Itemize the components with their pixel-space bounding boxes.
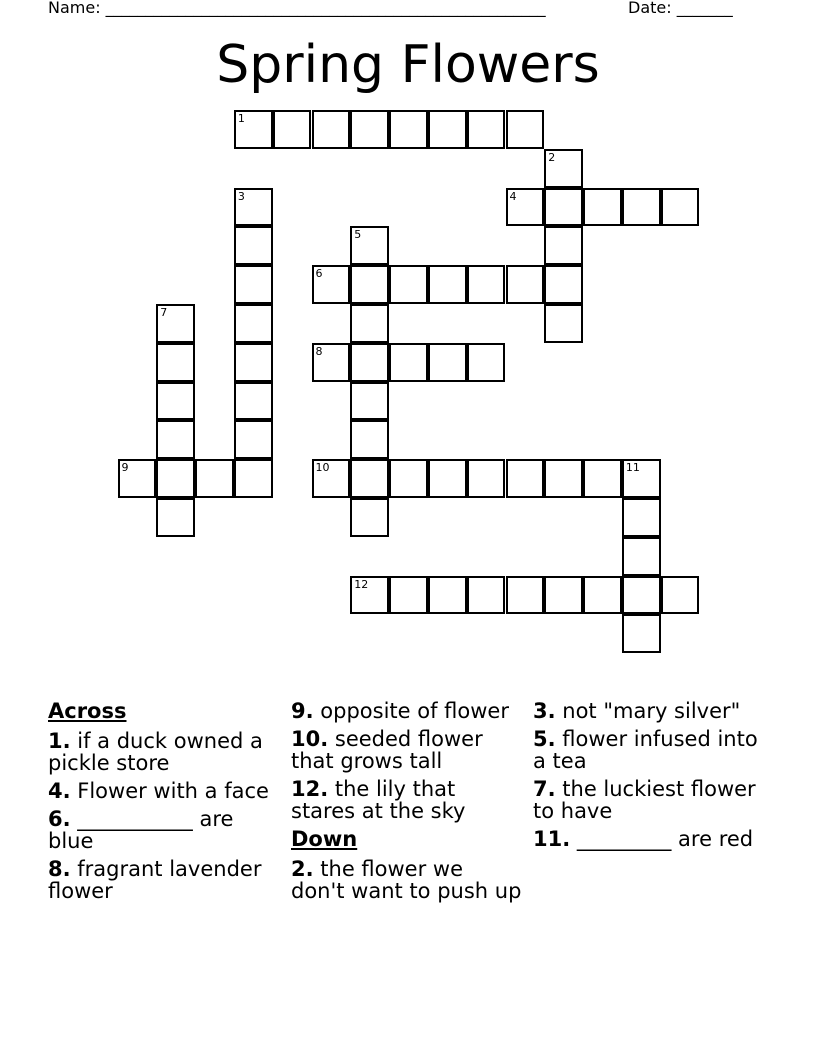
clue-number: 12 [354, 577, 369, 591]
grid-cell[interactable] [544, 304, 583, 343]
grid-cell[interactable] [234, 420, 273, 459]
clue-number: 8 [315, 344, 323, 358]
across-heading: Across [48, 699, 127, 723]
grid-cell[interactable] [544, 149, 583, 188]
grid-cell[interactable] [428, 459, 467, 498]
name-field-label: Name: _______________________________________________________ [48, 0, 546, 17]
grid-cell[interactable] [544, 265, 583, 304]
grid-cell[interactable] [467, 265, 506, 304]
grid-cell[interactable] [389, 576, 428, 615]
clue-number: 5 [354, 228, 362, 242]
clue-number: 3 [237, 189, 245, 203]
clue-across-12: 12. the lily that stares at the sky [291, 777, 466, 823]
puzzle-title: Spring Flowers [216, 35, 600, 95]
clue-down-11: 11. _________ are red [533, 827, 754, 851]
grid-cell[interactable] [234, 382, 273, 421]
grid-cell[interactable] [156, 498, 195, 537]
clue-column-2 [291, 700, 523, 908]
grid-cell[interactable] [312, 459, 351, 498]
clue-column-1 [48, 700, 280, 908]
grid-cell[interactable] [234, 226, 273, 265]
grid-cell[interactable] [234, 188, 273, 227]
grid-cell[interactable] [389, 459, 428, 498]
grid-cell[interactable] [622, 498, 661, 537]
grid-cell[interactable] [467, 343, 506, 382]
grid-cell[interactable] [622, 614, 661, 653]
grid-cell[interactable] [661, 576, 700, 615]
grid-cell[interactable] [350, 420, 389, 459]
grid-cell[interactable] [234, 265, 273, 304]
clue-down-5: 5. flower infused into a tea [533, 727, 758, 773]
grid-cell[interactable] [350, 498, 389, 537]
grid-cell[interactable] [350, 304, 389, 343]
grid-cell[interactable] [622, 188, 661, 227]
grid-cell[interactable] [622, 576, 661, 615]
grid-cell[interactable] [622, 459, 661, 498]
grid-cell[interactable] [312, 265, 351, 304]
grid-cell[interactable] [467, 459, 506, 498]
grid-cell[interactable] [506, 459, 545, 498]
grid-cell[interactable] [195, 459, 234, 498]
grid-cell[interactable] [156, 459, 195, 498]
clue-across-4: 4. Flower with a face [48, 779, 269, 803]
grid-cell[interactable] [428, 265, 467, 304]
grid-cell[interactable] [467, 110, 506, 149]
clue-number: 11 [625, 461, 640, 475]
grid-cell[interactable] [273, 110, 312, 149]
grid-cell[interactable] [350, 226, 389, 265]
grid-cell[interactable] [661, 188, 700, 227]
grid-cell[interactable] [428, 343, 467, 382]
clue-number: 9 [121, 461, 129, 475]
grid-cell[interactable] [583, 576, 622, 615]
grid-cell[interactable] [428, 110, 467, 149]
grid-cell[interactable] [234, 459, 273, 498]
clue-number: 6 [315, 267, 323, 281]
clue-number: 4 [509, 189, 517, 203]
grid-cell[interactable] [506, 110, 545, 149]
clue-across-6: 6. ___________ are blue [48, 807, 234, 853]
grid-cell[interactable] [583, 188, 622, 227]
grid-cell[interactable] [234, 110, 273, 149]
grid-cell[interactable] [312, 110, 351, 149]
clue-across-10: 10. seeded flower that grows tall [291, 727, 483, 773]
grid-cell[interactable] [350, 459, 389, 498]
clue-number: 1 [237, 112, 245, 125]
grid-cell[interactable] [544, 576, 583, 615]
clue-number: 2 [548, 150, 556, 164]
grid-cell[interactable] [156, 382, 195, 421]
grid-cell[interactable] [156, 420, 195, 459]
grid-cell[interactable] [544, 459, 583, 498]
clue-column-3 [533, 700, 765, 856]
grid-cell[interactable] [350, 265, 389, 304]
grid-cell[interactable] [234, 304, 273, 343]
clue-down-7: 7. the luckiest flower to have [533, 777, 756, 823]
grid-cell[interactable] [544, 226, 583, 265]
grid-cell[interactable] [506, 265, 545, 304]
clue-number: 7 [160, 306, 168, 319]
grid-cell[interactable] [506, 576, 545, 615]
grid-cell[interactable] [389, 110, 428, 149]
clue-across-9: 9. opposite of flower [291, 699, 509, 723]
grid-cell[interactable] [156, 304, 195, 343]
date-field-label: Date: _______ [628, 0, 733, 17]
grid-cell[interactable] [506, 188, 545, 227]
clue-number: 10 [315, 461, 330, 475]
grid-cell[interactable] [350, 110, 389, 149]
down-heading: Down [291, 827, 358, 851]
grid-cell[interactable] [583, 459, 622, 498]
clue-across-8: 8. fragrant lavender flower [48, 857, 262, 903]
grid-cell[interactable] [544, 188, 583, 227]
clue-down-2: 2. the flower we don't want to push up [291, 857, 522, 903]
grid-cell[interactable] [428, 576, 467, 615]
grid-cell[interactable] [467, 576, 506, 615]
grid-cell[interactable] [350, 382, 389, 421]
grid-cell[interactable] [389, 265, 428, 304]
grid-cell[interactable] [312, 343, 351, 382]
clue-across-1: 1. if a duck owned a pickle store [48, 729, 263, 775]
grid-cell[interactable] [234, 343, 273, 382]
grid-cell[interactable] [389, 343, 428, 382]
grid-cell[interactable] [350, 576, 389, 615]
grid-cell[interactable] [622, 537, 661, 576]
grid-cell[interactable] [350, 343, 389, 382]
grid-cell[interactable] [156, 343, 195, 382]
grid-cell[interactable] [118, 459, 157, 498]
clue-down-3: 3. not "mary silver" [533, 699, 741, 723]
